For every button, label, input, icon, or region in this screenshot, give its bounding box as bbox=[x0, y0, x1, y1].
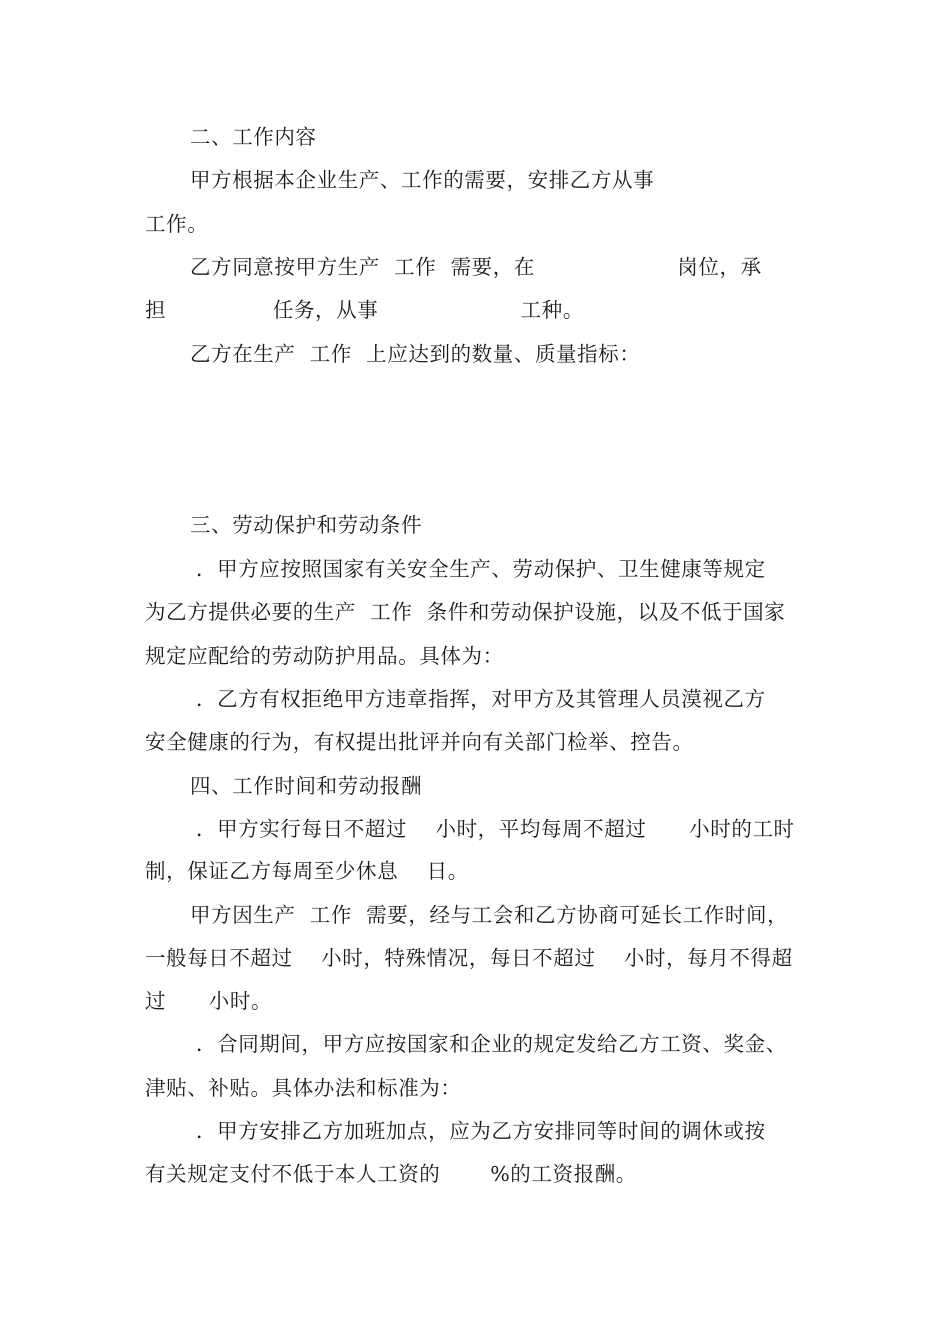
paragraph-line: ．甲方应按照国家有关安全生产、劳动保护、卫生健康等规定 bbox=[196, 557, 766, 581]
paragraph-line: 有关规定支付不低于本人工资的 %的工资报酬。 bbox=[145, 1162, 637, 1186]
paragraph-line: 甲方根据本企业生产、工作的需要，安排乙方从事 bbox=[190, 168, 655, 192]
paragraph-line: 为乙方提供必要的生产 工作 条件和劳动保护设施，以及不低于国家 bbox=[145, 600, 786, 624]
paragraph-line: ．合同期间，甲方应按国家和企业的规定发给乙方工资、奖金、 bbox=[196, 1032, 787, 1056]
paragraph-line: 担 任务，从事 工种。 bbox=[145, 298, 584, 322]
paragraph-line: 工作。 bbox=[145, 212, 209, 236]
paragraph-line: 津贴、补贴。具体办法和标准为： bbox=[145, 1076, 462, 1100]
paragraph-line: 甲方因生产 工作 需要，经与工会和乙方协商可延长工作时间， bbox=[190, 903, 789, 927]
paragraph-line: 乙方同意按甲方生产 工作 需要，在 岗位，承 bbox=[190, 255, 762, 279]
paragraph-line: ．甲方实行每日不超过 小时，平均每周不超过 小时的工时 bbox=[196, 817, 795, 841]
section-heading-labor-protection: 三、劳动保护和劳动条件 bbox=[190, 513, 423, 537]
paragraph-line: 乙方在生产 工作 上应达到的数量、质量指标： bbox=[190, 342, 641, 366]
paragraph-line: 过 小时。 bbox=[145, 989, 273, 1013]
paragraph-line: 安全健康的行为，有权提出批评并向有关部门检举、控告。 bbox=[145, 730, 694, 754]
paragraph-line: 制，保证乙方每周至少休息 日。 bbox=[145, 859, 469, 883]
paragraph-line: ．乙方有权拒绝甲方违章指挥，对甲方及其管理人员漠视乙方 bbox=[196, 687, 766, 711]
paragraph-line: 一般每日不超过 小时，特殊情况，每日不超过 小时，每月不得超 bbox=[145, 946, 793, 970]
paragraph-line: 规定应配给的劳动防护用品。具体为： bbox=[145, 644, 504, 668]
section-heading-working-hours: 四、工作时间和劳动报酬 bbox=[190, 774, 423, 798]
paragraph-line: ．甲方安排乙方加班加点，应为乙方安排同等时间的调休或按 bbox=[196, 1119, 766, 1143]
section-heading-work-content: 二、工作内容 bbox=[190, 125, 317, 149]
